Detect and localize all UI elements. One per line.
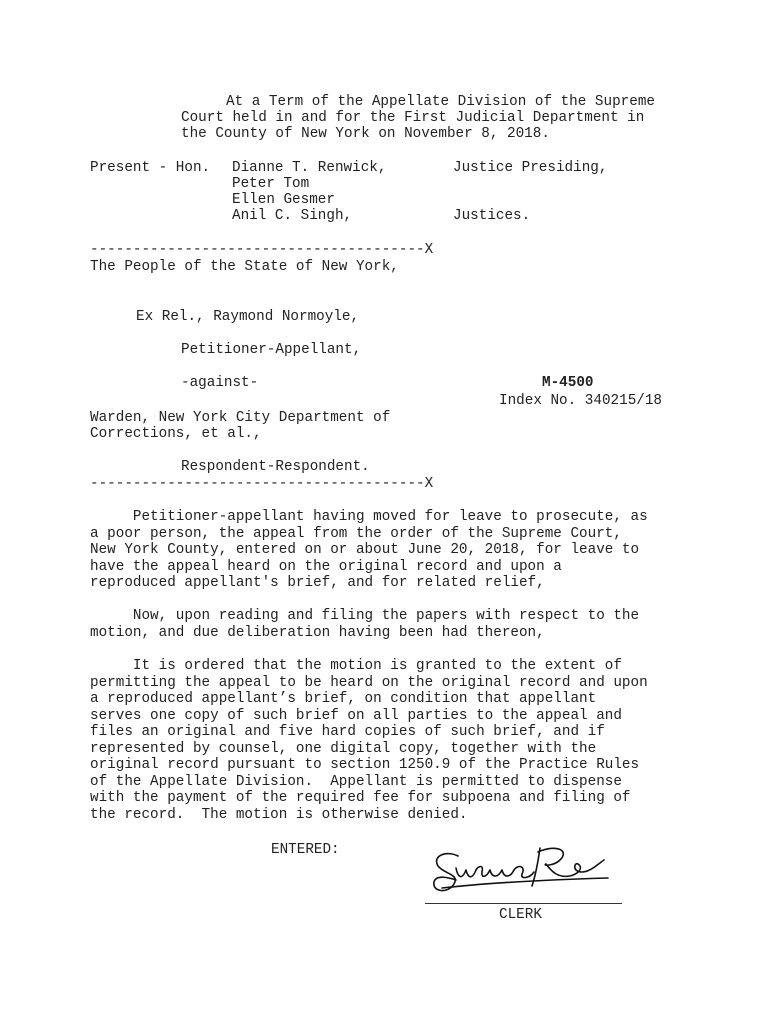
paragraph-3-line-7: original record pursuant to section 1250.9 of the Practice Rules xyxy=(90,757,640,773)
caption-relator: Ex Rel., Raymond Normoyle, xyxy=(136,309,360,325)
paragraph-1-line-2: a poor person, the appeal from the order of the Supreme Court, xyxy=(90,526,622,542)
paragraph-1-line-5: reproduced appellant's brief, and for related relief, xyxy=(90,575,545,591)
signature-line xyxy=(425,903,622,904)
caption-divider-bottom: ---------------------------------------X xyxy=(90,476,434,492)
clerk-label: CLERK xyxy=(499,907,542,923)
present-label: Present - Hon. xyxy=(90,160,211,176)
caption-plaintiff: The People of the State of New York, xyxy=(90,259,399,275)
paragraph-3-line-8: of the Appellate Division. Appellant is permitted to dispense xyxy=(90,774,622,790)
caption-divider-top: ---------------------------------------X xyxy=(90,242,434,258)
entered-label: ENTERED: xyxy=(271,842,340,858)
paragraph-3-line-6: represented by counsel, one digital copy, together with the xyxy=(90,741,597,757)
caption-respondent-line-2: Corrections, et al., xyxy=(90,426,262,442)
motion-number: M-4500 xyxy=(542,375,594,391)
justice-name-4: Anil C. Singh, xyxy=(232,208,353,224)
paragraph-2-line-1: Now, upon reading and filing the papers with respect to the xyxy=(90,608,640,624)
caption-versus: -against- xyxy=(181,375,259,391)
justice-name-1: Dianne T. Renwick, xyxy=(232,160,387,176)
justice-name-2: Peter Tom xyxy=(232,176,310,192)
paragraph-3-line-5: files an original and five hard copies of such brief, and if xyxy=(90,724,605,740)
paragraph-3-line-3: a reproduced appellant’s brief, on condition that appellant xyxy=(90,691,597,707)
paragraph-1-line-1: Petitioner-appellant having moved for leave to prosecute, as xyxy=(90,509,648,525)
caption-petitioner-role: Petitioner-Appellant, xyxy=(181,342,362,358)
paragraph-3-line-2: permitting the appeal to be heard on the original record and upon xyxy=(90,675,648,691)
paragraph-3-line-1: It is ordered that the motion is granted to the extent of xyxy=(90,658,622,674)
clerk-signature xyxy=(428,838,618,902)
paragraph-3-line-10: the record. The motion is otherwise denied. xyxy=(90,807,468,823)
caption-respondent-role: Respondent-Respondent. xyxy=(181,459,370,475)
court-header-line-1: At a Term of the Appellate Division of the Supreme xyxy=(226,94,655,110)
justice-role-4: Justices. xyxy=(453,208,531,224)
paragraph-1-line-3: New York County, entered on or about June 20, 2018, for leave to xyxy=(90,542,640,558)
index-number: Index No. 340215/18 xyxy=(499,393,663,409)
paragraph-2-line-2: motion, and due deliberation having been had thereon, xyxy=(90,625,545,641)
justice-role-1: Justice Presiding, xyxy=(453,160,608,176)
caption-respondent-line-1: Warden, New York City Department of xyxy=(90,410,391,426)
paragraph-3-line-4: serves one copy of such brief on all parties to the appeal and xyxy=(90,708,622,724)
court-header-line-3: the County of New York on November 8, 2018. xyxy=(181,126,550,142)
court-header-line-2: Court held in and for the First Judicial Department in xyxy=(181,110,645,126)
paragraph-3-line-9: with the payment of the required fee for subpoena and filing of xyxy=(90,790,631,806)
paragraph-1-line-4: have the appeal heard on the original record and upon a xyxy=(90,559,562,575)
justice-name-3: Ellen Gesmer xyxy=(232,192,335,208)
